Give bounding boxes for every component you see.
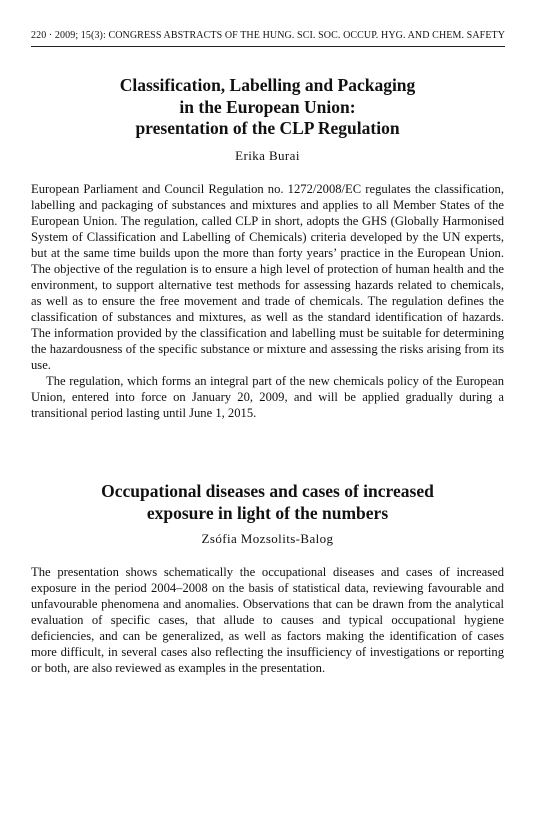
article-title [31, 481, 504, 524]
article-clp-regulation [31, 75, 504, 421]
header-rule [31, 46, 505, 47]
article-occupational-diseases [31, 481, 504, 676]
article-title [31, 75, 504, 140]
title-line: presentation of the CLP Regulation [135, 118, 400, 138]
body-paragraph: European Parliament and Council Regulation no. 1272/2008/EC regulates the classification, labelling and packaging of substances and mixtures and applies to all Member States of the European Union. The regulation, called CLP in short, adopts the GHS (Globally Harmonised System of Classification and Labelling of Chemicals) criteria developed by the UN experts, but at the same time builds upon the more than forty years’ practice in the European Union. The objective of the regulation is to ensure a high level of protection of human health and the environment, to support alternative test methods for assessing hazards related to chemicals, as well as to ensure the free movement and trade of chemicals. The regulation defines the classification of substances and mixtures, as well as the standard identification of hazards. The information provided by the classification and labelling must be suitable for determining the hazardousness of the specific substance or mixture and assessing the risks arising from its use. [31, 181, 504, 372]
body-paragraph: The presentation shows schematically the occupational diseases and cases of increased exposure in the period 2004–2008 on the basis of statistical data, reviewing favourable and unfavourable phenomena and anomalies. Observations that can be drawn from the analytical evaluation of specific cases, that allude to causes and typical occupational hygiene deficiencies, and can be generalized, as well as factors making the identification of cases more difficult, in several cases also reflecting the insufficiency of investigations or reporting or both, are also reviewed as examples in the presentation. [31, 565, 504, 675]
title-line: Occupational diseases and cases of increased [101, 481, 434, 501]
title-line: exposure in light of the numbers [146, 502, 389, 523]
running-head: 220 · 2009; 15(3): CONGRESS ABSTRACTS OF THE HUNG. SCI. SOC. OCCUP. HYG. AND CHEM. SAFETY [31, 30, 506, 41]
body-paragraph: The regulation, which forms an integral part of the new chemicals policy of the European Union, entered into force on January 20, 2009, and will be applied gradually during a transitional period lasting until June 1, 2015. [31, 373, 504, 420]
title-line: in the European Union: [179, 96, 356, 117]
title-line: Classification, Labelling and Packaging [119, 75, 416, 95]
article-author: Zsófia Mozsolits-Balog [201, 531, 334, 546]
article-body [31, 181, 504, 421]
article-body [31, 564, 504, 676]
article-author: Erika Burai [235, 147, 300, 163]
